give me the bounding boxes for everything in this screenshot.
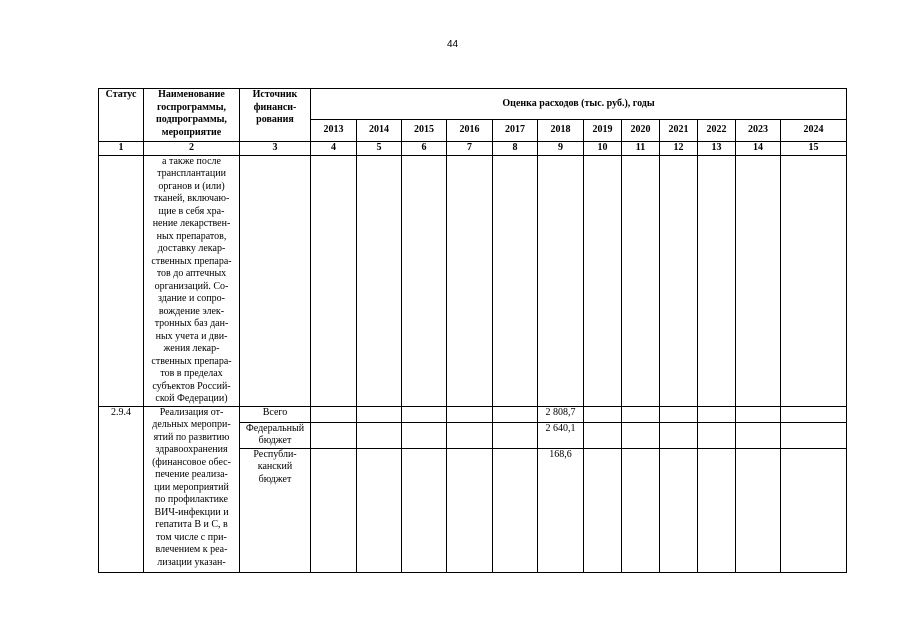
header-status: Статус xyxy=(99,89,144,142)
header-source: Источник финанси- рования xyxy=(240,89,311,142)
year-2014: 2014 xyxy=(357,120,402,142)
header-estimate: Оценка расходов (тыс. руб.), годы xyxy=(311,89,847,120)
col-number: 5 xyxy=(357,142,402,156)
source-federal: Федеральный бюджет xyxy=(240,422,311,448)
source-republican: Республи- канский бюджет xyxy=(240,448,311,572)
col-number: 7 xyxy=(447,142,493,156)
year-2017: 2017 xyxy=(493,120,538,142)
col-number: 2 xyxy=(144,142,240,156)
status-cell: 2.9.4 xyxy=(99,406,144,572)
col-number: 6 xyxy=(402,142,447,156)
col-number: 8 xyxy=(493,142,538,156)
value-2018-total: 2 808,7 xyxy=(538,406,584,422)
year-2015: 2015 xyxy=(402,120,447,142)
measure-name: Реализация от- дельных меропри- ятий по развитию здравоохранения (финансовое обес- печение реализа- ции мероприятий по профилактике ВИЧ-инфекции и гепатита В и С, в том числе с при- влечением к реа- лизации указан- xyxy=(144,406,240,572)
header-name: Наименование госпрограммы, подпрограммы, мероприятие xyxy=(144,89,240,142)
year-2013: 2013 xyxy=(311,120,357,142)
col-number: 4 xyxy=(311,142,357,156)
col-number: 9 xyxy=(538,142,584,156)
col-number: 13 xyxy=(698,142,736,156)
year-2020: 2020 xyxy=(622,120,660,142)
page-number: 44 xyxy=(446,39,459,50)
col-number: 1 xyxy=(99,142,144,156)
budget-table xyxy=(98,88,847,573)
source-total: Всего xyxy=(240,406,311,422)
year-2022: 2022 xyxy=(698,120,736,142)
col-number: 12 xyxy=(660,142,698,156)
col-number: 3 xyxy=(240,142,311,156)
value-2018-republican: 168,6 xyxy=(538,448,584,572)
value-2018-federal: 2 640,1 xyxy=(538,422,584,448)
col-number: 15 xyxy=(781,142,847,156)
col-number: 11 xyxy=(622,142,660,156)
year-2021: 2021 xyxy=(660,120,698,142)
year-2024: 2024 xyxy=(781,120,847,142)
col-number: 14 xyxy=(736,142,781,156)
status-cell xyxy=(99,155,144,406)
year-2019: 2019 xyxy=(584,120,622,142)
measure-name-continuation: а также после трансплантации органов и (или) тканей, включаю- щие в себя хра- нение лекарствен- ных препаратов, доставку лекар- ственных препара- тов до аптечных организаций. Со- здание и сопро- вождение элек- тронных баз дан- ных учета и дви- жения лекар- ственных препара- тов в пределах субъектов Россий- ской Федерации) xyxy=(144,155,240,406)
year-2023: 2023 xyxy=(736,120,781,142)
year-2018: 2018 xyxy=(538,120,584,142)
col-number: 10 xyxy=(584,142,622,156)
source-cell xyxy=(240,155,311,406)
year-2016: 2016 xyxy=(447,120,493,142)
